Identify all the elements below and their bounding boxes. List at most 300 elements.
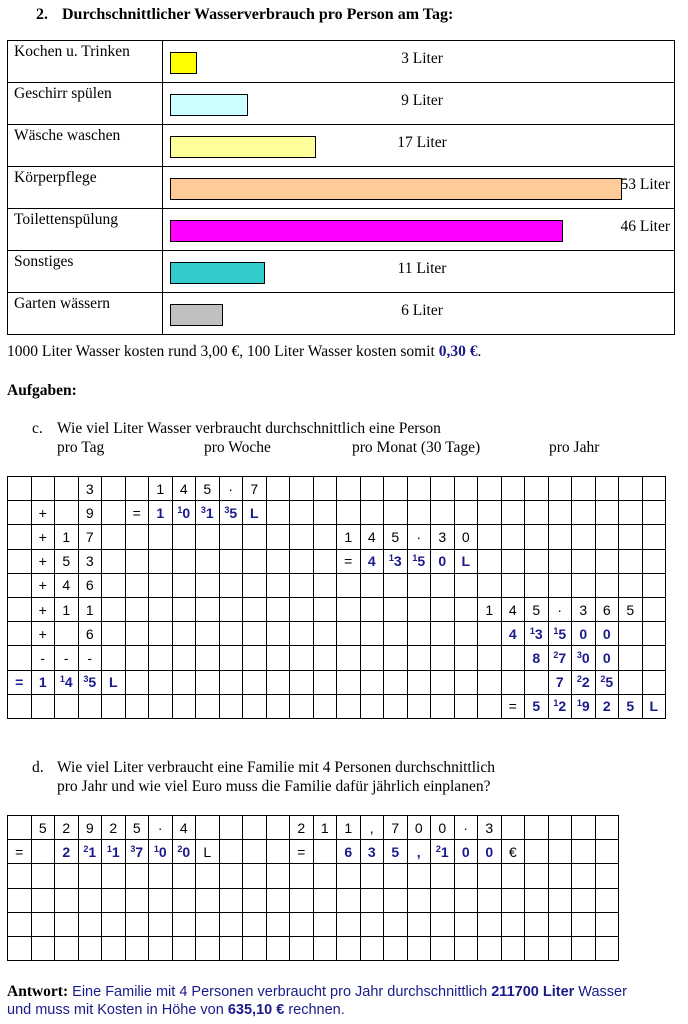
grid-cell [454, 597, 478, 621]
grid-cell [102, 646, 126, 670]
grid-cell [642, 573, 666, 597]
grid-cell [384, 936, 408, 960]
grid-cell [337, 888, 361, 912]
usage-label: Wäsche waschen [8, 125, 163, 167]
grid-cell: 1 [337, 816, 361, 840]
usage-value: 6 Liter [401, 302, 443, 319]
usage-label: Sonstiges [8, 251, 163, 293]
grid-cell [313, 549, 337, 573]
answer-part4: rechnen. [284, 1002, 345, 1018]
grid-cell [8, 573, 32, 597]
grid-cell [360, 501, 384, 525]
grid-cell: = [290, 840, 314, 864]
grid-cell [78, 912, 102, 936]
grid-cell [407, 936, 431, 960]
grid-cell [478, 936, 502, 960]
grid-cell [243, 597, 267, 621]
grid-c-row [8, 597, 666, 621]
answer-part1: Eine Familie mit 4 Personen verbraucht pro Jahr durchschnittlich [68, 984, 492, 1000]
grid-cell [595, 816, 619, 840]
usage-bar-cell [163, 83, 675, 125]
grid-cell: 7 [78, 525, 102, 549]
task-c-col-week: pro Woche [204, 439, 271, 456]
grid-cell [125, 477, 149, 501]
grid-cell [360, 670, 384, 694]
grid-cell [219, 646, 243, 670]
grid-cell [501, 936, 525, 960]
grid-cell: 4 [172, 477, 196, 501]
usage-row [8, 209, 675, 251]
task-c-question: Wie viel Liter Wasser verbraucht durchschnittlich eine Person [57, 420, 441, 437]
grid-d-row [8, 840, 619, 864]
grid-cell: L [454, 549, 478, 573]
grid-cell [219, 597, 243, 621]
grid-cell [196, 816, 220, 840]
grid-cell [454, 864, 478, 888]
usage-value: 46 Liter [620, 218, 670, 235]
grid-cell [219, 573, 243, 597]
grid-cell [313, 840, 337, 864]
grid-cell [243, 864, 267, 888]
grid-cell [313, 646, 337, 670]
grid-cell [595, 573, 619, 597]
grid-cell [55, 912, 79, 936]
grid-cell [219, 622, 243, 646]
grid-cell [384, 477, 408, 501]
grid-cell [572, 549, 596, 573]
grid-cell [125, 936, 149, 960]
grid-cell [525, 936, 549, 960]
grid-cell: 2 [102, 816, 126, 840]
grid-cell [407, 864, 431, 888]
grid-cell [31, 477, 55, 501]
grid-cell [266, 840, 290, 864]
grid-cell [313, 573, 337, 597]
grid-cell [102, 525, 126, 549]
task-c-col-year: pro Jahr [549, 439, 600, 456]
grid-cell: 0 [407, 816, 431, 840]
grid-cell [572, 525, 596, 549]
grid-cell [431, 694, 455, 718]
usage-row [8, 41, 675, 83]
grid-cell [619, 501, 643, 525]
grid-cell: · [454, 816, 478, 840]
grid-cell [172, 646, 196, 670]
grid-cell [548, 912, 572, 936]
grid-cell: 4 [360, 525, 384, 549]
grid-cell: 2 [595, 694, 619, 718]
grid-cell: L [196, 840, 220, 864]
grid-cell [196, 888, 220, 912]
grid-cell [266, 646, 290, 670]
grid-cell [525, 525, 549, 549]
grid-cell: $^1$5 [548, 622, 572, 646]
grid-cell [8, 525, 32, 549]
grid-cell: $^1$0 [172, 501, 196, 525]
grid-cell [501, 501, 525, 525]
answer-label: Antwort: [7, 983, 69, 1000]
grid-cell [31, 912, 55, 936]
usage-bar-cell [163, 125, 675, 167]
grid-cell [31, 840, 55, 864]
grid-cell [313, 912, 337, 936]
grid-cell: · [149, 816, 173, 840]
grid-c-row [8, 477, 666, 501]
grid-cell: 1 [55, 597, 79, 621]
grid-cell [595, 477, 619, 501]
grid-cell [619, 670, 643, 694]
grid-cell [31, 888, 55, 912]
grid-cell: $^2$5 [595, 670, 619, 694]
usage-value: 17 Liter [397, 134, 447, 151]
grid-cell [478, 646, 502, 670]
grid-cell [196, 864, 220, 888]
grid-cell [337, 622, 361, 646]
grid-cell [172, 864, 196, 888]
grid-cell [8, 622, 32, 646]
grid-cell [548, 573, 572, 597]
grid-cell [548, 549, 572, 573]
grid-cell [290, 477, 314, 501]
grid-cell: $^3$5 [78, 670, 102, 694]
grid-cell: 5 [196, 477, 220, 501]
grid-cell [8, 646, 32, 670]
grid-cell [290, 622, 314, 646]
grid-cell [360, 573, 384, 597]
grid-cell: 4 [360, 549, 384, 573]
grid-cell: 1 [31, 670, 55, 694]
usage-label: Kochen u. Trinken [8, 41, 163, 83]
grid-cell [619, 525, 643, 549]
grid-cell [337, 597, 361, 621]
grid-cell [525, 670, 549, 694]
grid-cell: = [8, 840, 32, 864]
grid-cell [196, 525, 220, 549]
grid-cell [360, 888, 384, 912]
grid-cell [196, 597, 220, 621]
grid-cell [196, 936, 220, 960]
grid-cell [149, 936, 173, 960]
grid-cell: L [243, 501, 267, 525]
grid-cell: 1 [149, 501, 173, 525]
grid-cell: , [360, 816, 384, 840]
grid-cell: 4 [501, 597, 525, 621]
grid-cell [55, 936, 79, 960]
section-title: Durchschnittlicher Wasserverbrauch pro Person am Tag: [62, 6, 454, 23]
grid-cell: · [219, 477, 243, 501]
section-number: 2. [36, 6, 48, 23]
grid-cell [290, 888, 314, 912]
grid-cell [219, 549, 243, 573]
grid-cell: 0 [431, 549, 455, 573]
grid-cell [642, 622, 666, 646]
grid-cell [431, 477, 455, 501]
grid-cell [525, 816, 549, 840]
grid-cell [454, 501, 478, 525]
usage-row [8, 83, 675, 125]
grid-cell [266, 573, 290, 597]
grid-cell: $^3$7 [125, 840, 149, 864]
grid-cell [196, 573, 220, 597]
grid-cell [525, 888, 549, 912]
grid-cell: 9 [78, 501, 102, 525]
grid-cell [125, 864, 149, 888]
grid-cell [266, 525, 290, 549]
grid-cell: 0 [431, 816, 455, 840]
grid-cell [501, 816, 525, 840]
calc-grid-d [7, 815, 619, 961]
grid-cell: + [31, 597, 55, 621]
grid-cell [431, 646, 455, 670]
grid-cell [172, 597, 196, 621]
grid-cell [313, 864, 337, 888]
grid-cell [360, 477, 384, 501]
answer-part2: Wasser [574, 984, 627, 1000]
grid-cell [431, 573, 455, 597]
grid-cell: + [31, 573, 55, 597]
grid-cell [172, 888, 196, 912]
grid-cell [55, 501, 79, 525]
grid-cell [8, 549, 32, 573]
grid-cell: 0 [595, 646, 619, 670]
grid-cell: 1 [337, 525, 361, 549]
water-usage-table [7, 40, 675, 335]
grid-cell [642, 670, 666, 694]
grid-cell [8, 888, 32, 912]
grid-cell: 7 [384, 816, 408, 840]
grid-cell [595, 936, 619, 960]
grid-c-row [8, 670, 666, 694]
grid-cell [125, 888, 149, 912]
grid-cell: $^1$9 [572, 694, 596, 718]
usage-bar [170, 220, 563, 242]
grid-cell [431, 912, 455, 936]
grid-cell: + [31, 549, 55, 573]
usage-value: 3 Liter [401, 50, 443, 67]
grid-cell [572, 573, 596, 597]
grid-cell [431, 597, 455, 621]
grid-cell [454, 646, 478, 670]
grid-c-row [8, 573, 666, 597]
grid-cell [595, 549, 619, 573]
task-c-col-day: pro Tag [57, 439, 105, 456]
grid-cell [313, 525, 337, 549]
grid-cell [219, 840, 243, 864]
grid-cell [243, 525, 267, 549]
grid-cell [454, 912, 478, 936]
grid-cell [290, 936, 314, 960]
grid-cell [478, 694, 502, 718]
grid-cell [407, 646, 431, 670]
grid-cell [384, 694, 408, 718]
grid-cell: 2 [290, 816, 314, 840]
tasks-heading: Aufgaben: [7, 382, 77, 399]
usage-label: Geschirr spülen [8, 83, 163, 125]
grid-cell [31, 864, 55, 888]
grid-c-row [8, 525, 666, 549]
grid-cell [642, 597, 666, 621]
grid-cell [454, 573, 478, 597]
grid-cell [407, 597, 431, 621]
grid-cell [266, 936, 290, 960]
grid-cell: 6 [337, 840, 361, 864]
grid-cell [8, 477, 32, 501]
grid-cell: 0 [478, 840, 502, 864]
grid-cell [431, 888, 455, 912]
grid-cell [525, 840, 549, 864]
grid-cell: - [78, 646, 102, 670]
grid-cell [196, 549, 220, 573]
grid-cell: 2 [55, 840, 79, 864]
grid-cell [31, 936, 55, 960]
grid-cell: $^3$0 [572, 646, 596, 670]
grid-cell [407, 694, 431, 718]
usage-label: Toilettenspülung [8, 209, 163, 251]
grid-cell [55, 622, 79, 646]
grid-cell [337, 864, 361, 888]
grid-cell [172, 936, 196, 960]
grid-cell [125, 525, 149, 549]
grid-cell [55, 694, 79, 718]
grid-cell [337, 477, 361, 501]
task-c-col-month: pro Monat (30 Tage) [352, 439, 481, 456]
grid-cell [290, 501, 314, 525]
grid-cell: $^1$3 [384, 549, 408, 573]
grid-cell: 3 [431, 525, 455, 549]
grid-cell [642, 646, 666, 670]
grid-cell: $^1$2 [548, 694, 572, 718]
grid-cell [149, 549, 173, 573]
usage-label: Körperpflege [8, 167, 163, 209]
grid-cell: $^1$3 [525, 622, 549, 646]
grid-cell [642, 501, 666, 525]
grid-cell [125, 597, 149, 621]
grid-cell [548, 840, 572, 864]
grid-cell [266, 816, 290, 840]
grid-cell [290, 670, 314, 694]
grid-cell [337, 646, 361, 670]
grid-cell [572, 477, 596, 501]
grid-cell: + [31, 525, 55, 549]
grid-cell [384, 573, 408, 597]
grid-cell [313, 694, 337, 718]
grid-cell [78, 694, 102, 718]
grid-cell: 8 [525, 646, 549, 670]
grid-cell [478, 670, 502, 694]
grid-cell [548, 525, 572, 549]
grid-cell [102, 888, 126, 912]
answer [7, 983, 682, 1019]
grid-cell [454, 622, 478, 646]
grid-cell [595, 525, 619, 549]
grid-cell: = [337, 549, 361, 573]
grid-cell [243, 646, 267, 670]
grid-cell [196, 694, 220, 718]
grid-cell: 9 [78, 816, 102, 840]
grid-cell [149, 670, 173, 694]
grid-cell [243, 912, 267, 936]
grid-cell [149, 864, 173, 888]
grid-cell [102, 573, 126, 597]
grid-cell [78, 888, 102, 912]
grid-cell [219, 525, 243, 549]
grid-cell: - [31, 646, 55, 670]
grid-cell [431, 864, 455, 888]
usage-bar-cell [163, 251, 675, 293]
grid-cell: 3 [78, 477, 102, 501]
grid-cell [548, 501, 572, 525]
grid-cell [431, 936, 455, 960]
grid-cell [266, 888, 290, 912]
grid-d-row [8, 888, 619, 912]
grid-cell [642, 549, 666, 573]
grid-cell: + [31, 501, 55, 525]
grid-cell: 5 [525, 597, 549, 621]
grid-cell [243, 670, 267, 694]
grid-cell [243, 816, 267, 840]
grid-cell [125, 912, 149, 936]
usage-bar-cell [163, 293, 675, 335]
grid-cell [266, 477, 290, 501]
grid-cell [384, 622, 408, 646]
grid-cell [384, 888, 408, 912]
grid-cell [243, 888, 267, 912]
grid-cell [266, 694, 290, 718]
grid-cell [149, 912, 173, 936]
section-heading [36, 6, 453, 24]
grid-cell: 2 [55, 816, 79, 840]
grid-cell [501, 573, 525, 597]
grid-cell [478, 622, 502, 646]
grid-cell: 4 [55, 573, 79, 597]
usage-value: 53 Liter [620, 176, 670, 193]
grid-cell [478, 573, 502, 597]
usage-bar-cell [163, 41, 675, 83]
grid-cell [572, 864, 596, 888]
grid-cell: 5 [31, 816, 55, 840]
grid-cell: 7 [243, 477, 267, 501]
grid-cell: $^1$4 [55, 670, 79, 694]
grid-cell [478, 525, 502, 549]
grid-cell: L [102, 670, 126, 694]
grid-cell [642, 477, 666, 501]
grid-cell [8, 597, 32, 621]
grid-c-row [8, 549, 666, 573]
grid-cell [243, 694, 267, 718]
grid-cell [619, 622, 643, 646]
grid-cell [407, 622, 431, 646]
grid-cell [431, 670, 455, 694]
grid-cell [102, 936, 126, 960]
task-d-line1: Wie viel Liter verbraucht eine Familie mit 4 Personen durchschnittlich [57, 759, 495, 776]
grid-cell [266, 864, 290, 888]
grid-cell [501, 477, 525, 501]
grid-cell: $^2$2 [572, 670, 596, 694]
grid-cell [243, 549, 267, 573]
grid-cell [407, 477, 431, 501]
grid-cell [572, 816, 596, 840]
grid-cell [219, 816, 243, 840]
grid-cell: · [548, 597, 572, 621]
grid-cell [407, 573, 431, 597]
grid-cell [384, 501, 408, 525]
usage-value: 11 Liter [397, 260, 447, 277]
grid-cell: $^2$7 [548, 646, 572, 670]
grid-cell [266, 549, 290, 573]
grid-cell [290, 549, 314, 573]
grid-cell: € [501, 840, 525, 864]
grid-cell: 3 [78, 549, 102, 573]
